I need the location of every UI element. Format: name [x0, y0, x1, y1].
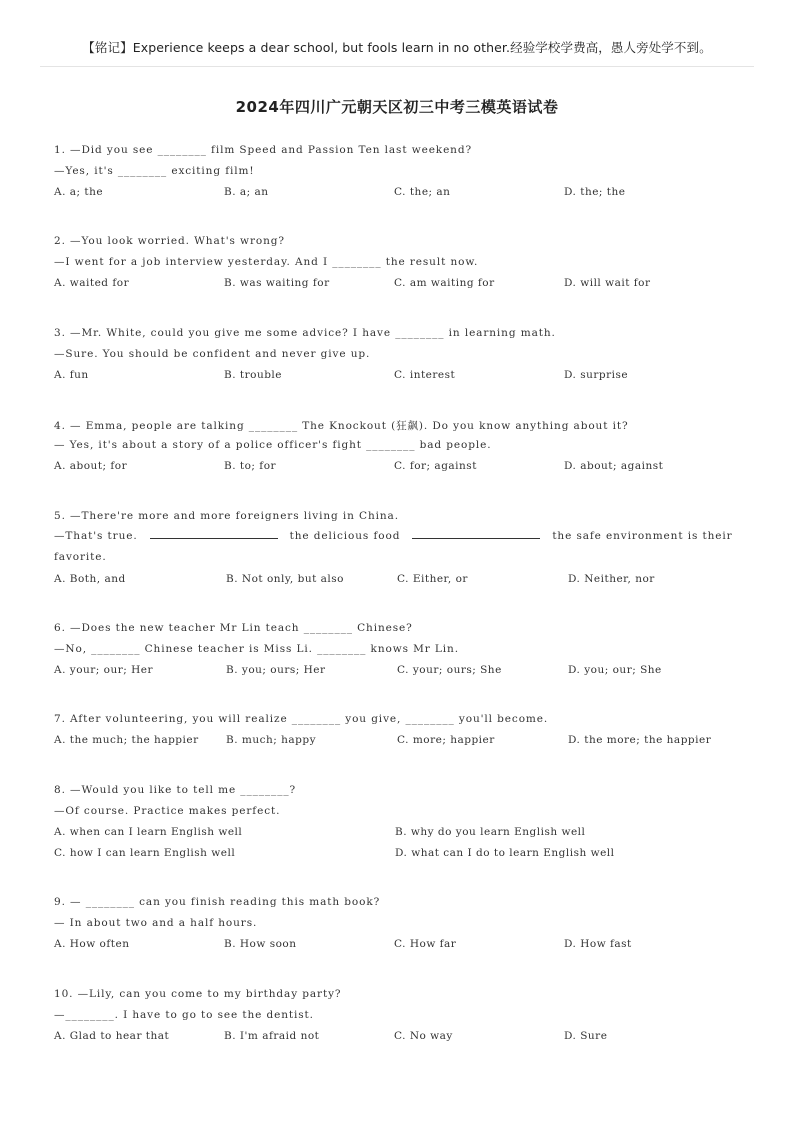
- question-stem: 6. —Does the new teacher Mr Lin teach ________ Chinese?: [54, 622, 413, 634]
- option-a: A. a; the: [54, 186, 104, 198]
- option-b: B. to; for: [224, 460, 277, 472]
- question-stem: 8. —Would you like to tell me ________?: [54, 784, 297, 796]
- option-d: D. Sure: [564, 1030, 608, 1042]
- option-b: B. How soon: [224, 938, 297, 950]
- option-c: C. interest: [394, 369, 456, 381]
- option-b: B. you; ours; Her: [226, 664, 326, 676]
- option-a: A. the much; the happier: [54, 734, 199, 746]
- question-stem: 10. —Lily, can you come to my birthday party?: [54, 988, 342, 1000]
- option-b: B. I'm afraid not: [224, 1030, 320, 1042]
- option-c: C. for; against: [394, 460, 477, 472]
- header-motto: 【铭记】Experience keeps a dear school, but fools learn in no other.经验学校学费高，愚人旁处学不到。: [82, 40, 712, 55]
- option-a: A. your; our; Her: [54, 664, 154, 676]
- option-a: A. when can I learn English well: [54, 826, 243, 838]
- question-stem: 3. —Mr. White, could you give me some advice? I have ________ in learning math.: [54, 327, 556, 339]
- question-stem: —Yes, it's ________ exciting film!: [54, 165, 255, 177]
- exam-title: 2024年四川广元朝天区初三中考三模英语试卷: [235, 98, 559, 116]
- option-c: C. your; ours; She: [397, 664, 502, 676]
- stem-part: —That's true.: [54, 530, 138, 542]
- option-c: C. am waiting for: [394, 277, 495, 289]
- question-stem: 2. —You look worried. What's wrong?: [54, 235, 285, 247]
- answer-blank: [150, 529, 278, 539]
- option-b: B. why do you learn English well: [395, 826, 586, 838]
- option-c: C. No way: [394, 1030, 453, 1042]
- option-d: D. about; against: [564, 460, 664, 472]
- header-divider: [40, 66, 754, 67]
- question-stem: —Of course. Practice makes perfect.: [54, 805, 281, 817]
- stem-part: the delicious food: [289, 530, 401, 542]
- option-b: B. trouble: [224, 369, 283, 381]
- option-a: A. Glad to hear that: [54, 1030, 170, 1042]
- option-a: A. waited for: [54, 277, 130, 289]
- option-c: C. How far: [394, 938, 457, 950]
- option-a: A. fun: [54, 369, 89, 381]
- stem-part: the safe environment is their favorite.: [54, 530, 733, 563]
- answer-blank: [412, 529, 540, 539]
- question-stem: 7. After volunteering, you will realize ________ you give, ________ you'll become.: [54, 713, 549, 725]
- option-b: B. Not only, but also: [226, 573, 344, 585]
- option-d: D. surprise: [564, 369, 629, 381]
- question-stem: 9. — ________ can you finish reading this math book?: [54, 896, 381, 908]
- option-d: D. you; our; She: [568, 664, 662, 676]
- option-d: D. Neither, nor: [568, 573, 655, 585]
- question-stem: — Yes, it's about a story of a police officer's fight ________ bad people.: [54, 439, 492, 451]
- question-stem-wrapped: [54, 526, 744, 568]
- option-a: A. about; for: [54, 460, 128, 472]
- option-c: C. Either, or: [397, 573, 468, 585]
- question-stem: 5. —There're more and more foreigners living in China.: [54, 510, 399, 522]
- option-a: A. Both, and: [54, 573, 126, 585]
- question-stem: — In about two and a half hours.: [54, 917, 258, 929]
- option-a: A. How often: [54, 938, 130, 950]
- option-b: B. was waiting for: [224, 277, 330, 289]
- option-d: D. the; the: [564, 186, 626, 198]
- option-c: C. how I can learn English well: [54, 847, 236, 859]
- question-stem: —________. I have to go to see the dentist.: [54, 1009, 314, 1021]
- question-stem: 1. —Did you see ________ film Speed and Passion Ten last weekend?: [54, 144, 472, 156]
- option-d: D. what can I do to learn English well: [395, 847, 615, 859]
- question-stem: —Sure. You should be confident and never give up.: [54, 348, 371, 360]
- option-b: B. much; happy: [226, 734, 317, 746]
- question-stem: 4. — Emma, people are talking ________ The Knockout (狂飙). Do you know anything about it?: [54, 420, 629, 432]
- option-c: C. the; an: [394, 186, 451, 198]
- option-c: C. more; happier: [397, 734, 495, 746]
- option-d: D. will wait for: [564, 277, 651, 289]
- option-d: D. the more; the happier: [568, 734, 712, 746]
- question-stem: —I went for a job interview yesterday. And I ________ the result now.: [54, 256, 479, 268]
- question-stem: —No, ________ Chinese teacher is Miss Li. ________ knows Mr Lin.: [54, 643, 459, 655]
- option-b: B. a; an: [224, 186, 269, 198]
- option-d: D. How fast: [564, 938, 632, 950]
